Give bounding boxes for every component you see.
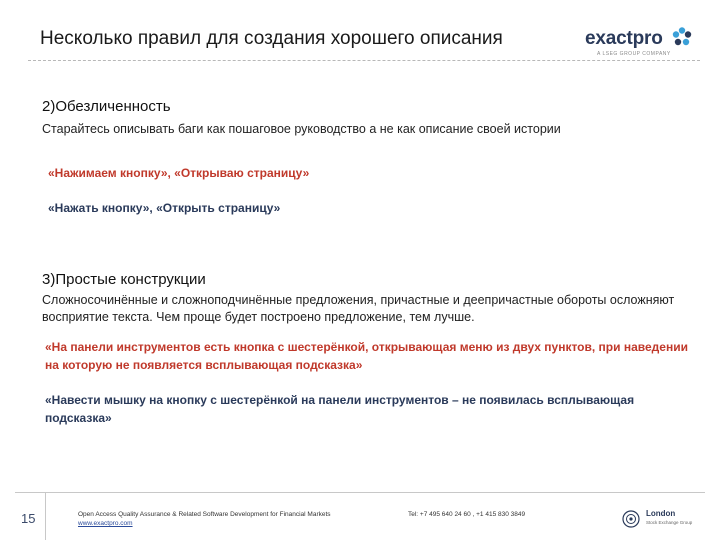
section1-heading: 2)Обезличенность [42,98,171,115]
footer-company-line: Open Access Quality Assurance & Related Software Development for Financial Markets [78,511,331,518]
section1-bad-example: «Нажимаем кнопку», «Открываю страницу» [48,166,310,180]
lse-crest-icon [622,510,640,528]
footer-divider [15,492,705,493]
section2-description: Сложносочинённые и сложноподчинённые предложения, причастные и деепричастные обороты осложняют восприятие текста. Чем проще будет построено предложение, тем лучше. [42,293,675,324]
section1-description: Старайтесь описывать баги как пошаговое руководство а не как описание своей истории [42,122,561,136]
section2-good-example: «Навести мышку на кнопку с шестерёнкой на панели инструментов – не появилась всплывающая подсказка» [45,393,635,425]
logo-tagline: A LSEG GROUP COMPANY [597,51,671,57]
lse-wordmark: London [646,509,676,518]
section2-heading: 3)Простые конструкции [42,271,206,288]
slide-title: Несколько правил для создания хорошего описания [40,28,503,49]
title-divider [28,60,700,61]
footer-phones: Tel: +7 495 640 24 60 , +1 415 830 3849 [408,511,526,518]
lse-logo [622,508,702,532]
footer-website-link[interactable]: www.exactpro.com [78,520,133,527]
lse-subtitle: Stock Exchange Group [646,520,693,525]
exactpro-gear-icon [671,26,693,48]
page-number: 15 [21,511,36,526]
section2-bad-example: «На панели инструментов есть кнопка с шестерёнкой, открывающая меню из двух пунктов, при наведении на которую не появляется всплывающая подсказка» [45,340,688,372]
section1-good-example: «Нажать кнопку», «Открыть страницу» [48,201,281,215]
exactpro-logo [585,22,695,62]
logo-wordmark: exactpro [585,28,663,49]
